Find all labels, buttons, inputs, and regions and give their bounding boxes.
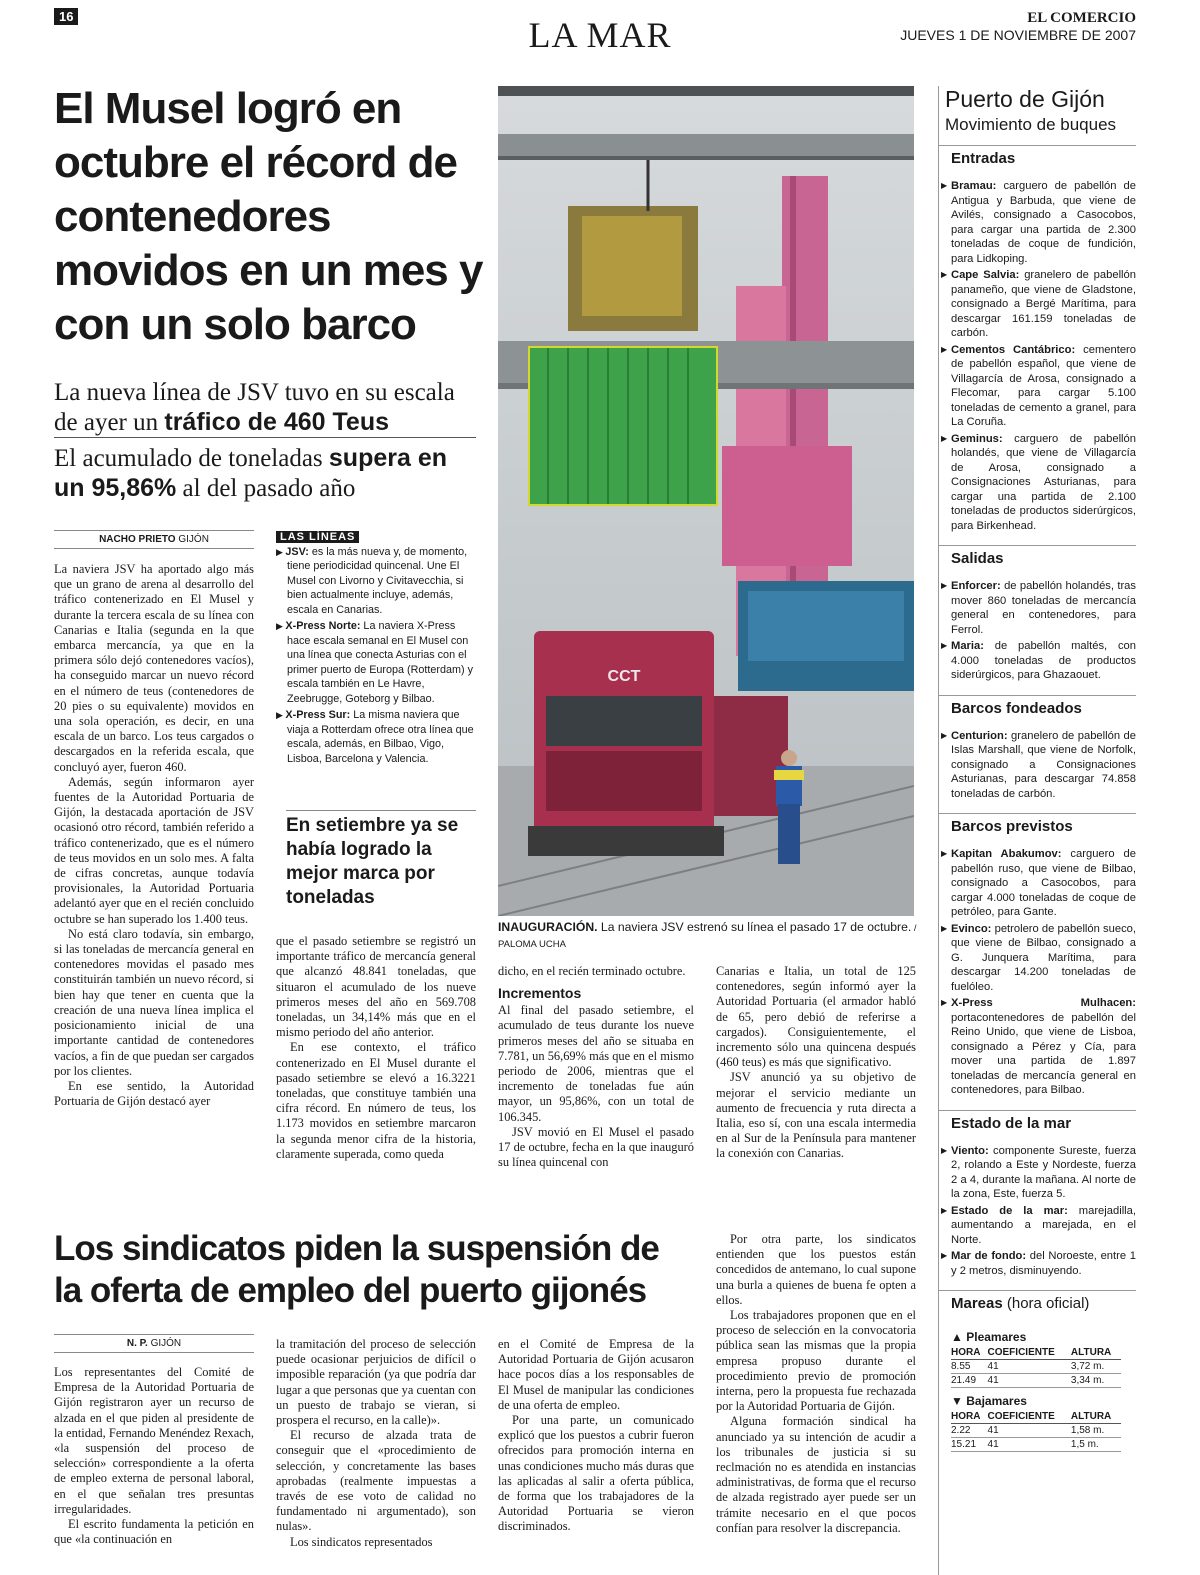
- table-row: [951, 1374, 1121, 1388]
- truck-logo: CCT: [607, 668, 641, 685]
- mareas-heading: [939, 1290, 1136, 1316]
- pleamares-table: [951, 1346, 1121, 1388]
- ship-text: petrolero de pabellón sueco, que viene de Bilbao, consignado a G. Junquera Marítima, para descargar 14.200 toneladas de fuelóleo.: [951, 922, 1136, 993]
- bajamares-heading: [939, 1388, 1136, 1410]
- sea-label: Estado de la mar:: [951, 1204, 1068, 1217]
- sea-state-item: [939, 1204, 1136, 1250]
- salidas-heading: Salidas: [939, 545, 1136, 571]
- cell: 21.49: [951, 1374, 988, 1388]
- mareas-note: (hora oficial): [1006, 1295, 1090, 1312]
- paragraph: en el Comité de Empresa de la Autoridad Portuaria de Gijón acusaron hace pocos días a los responsables de El Musel de manipular las condiciones de una oferta de empleo.: [498, 1337, 694, 1412]
- line-text: La naviera X-Press hace escala semanal en El Musel con una línea que conecta Asturias con el primer puerto de Europa (Rotterdam) y escala también en Le Havre, Zeebrugge, Goteborg y Bilbao.: [287, 620, 474, 705]
- paragraph: La naviera JSV ha aportado algo más que un grano de arena al desarrollo del tráfico contenerizado en El Musel y durante la tercera escala de su línea con Canarias e Italia (segunda en la que embarca mercancía, ya que en la primera sólo dejó contenedores vacíos), ha conseguido marcar un nuevo récord en el número de teus (contenedores de 20 pies o su equivalente) movidos en una sola operación, es decir, en una escala de un barco. Los teus cargados o descargados en la referida escala, que concluyó ayer, fueron 460.: [54, 562, 254, 774]
- ship-text: granelero de pabellón de Islas Marshall, que viene de Norfolk, consignado a Consignaciones Asturianas, para descargar 74.858 toneladas de carbón.: [951, 729, 1136, 800]
- ship-name: Centurion:: [951, 729, 1008, 742]
- col-header: HORA: [951, 1346, 988, 1360]
- divider: [54, 437, 476, 438]
- table-row: [951, 1360, 1121, 1374]
- pull-quote: En setiembre ya se había logrado la mejor marca por toneladas: [286, 810, 476, 911]
- bajamares-title: Bajamares: [966, 1394, 1027, 1408]
- ship-name: Enforcer:: [951, 580, 1001, 592]
- cell: 3,72 m.: [1071, 1360, 1121, 1374]
- page-number: 16: [54, 8, 78, 25]
- article2-column-3: [498, 1337, 694, 1535]
- ship-name: Maria:: [951, 640, 984, 652]
- sea-text: marejadilla, aumentando a marejada, en el Norte.: [951, 1204, 1136, 1246]
- subheadline-1: [54, 378, 476, 437]
- subheadline-2-bold: supera en un 95,86%: [54, 444, 448, 502]
- cell: 1,5 m.: [1071, 1438, 1121, 1452]
- col-header: COEFICIENTE: [988, 1410, 1071, 1424]
- lines-box: [276, 530, 476, 768]
- ship-exit: [939, 639, 1136, 685]
- paragraph: En ese contexto, el tráfico contenerizado en El Musel durante el pasado setiembre se elevó a 16.3221 toneladas, que constituye también una cifra récord. En número de teus, los 1.173 movidos en setiembre marcaron la segunda menor cifra de la historia, claramente superada, como queda: [276, 1040, 476, 1161]
- subheading-incrementos: Incrementos: [498, 985, 582, 1002]
- port-illustration: [498, 86, 914, 916]
- sea-label: Mar de fondo:: [951, 1250, 1027, 1262]
- sidebar-subtitle: Movimiento de buques: [945, 115, 1117, 134]
- cell: 41: [988, 1374, 1071, 1388]
- cell: 2.22: [951, 1424, 988, 1438]
- line-text: es la más nueva y, de momento, tiene periodicidad quincenal. Une El Musel con Livorno y Civitavecchia, si bien actualmente incluye, además, escala en Canarias.: [287, 545, 468, 616]
- table-row: [951, 1424, 1121, 1438]
- paragraph: Al final del pasado setiembre, el acumulado de teus durante los nueve primeros meses del año se situaba en 7.781, un 56,69% más que en el mismo periodo de 2006, mientras que el incremento de toneladas fue aún mayor, un 95,86%, con un total de 106.345.: [498, 1003, 694, 1124]
- col-header: HORA: [951, 1410, 988, 1424]
- caption-credit: / PALOMA UCHA: [498, 923, 917, 950]
- ship-text: carguero de pabellón de Antigua y Barbuda, que viene de Avilés, consignado a Casocobos, para cargar una partida de 2.300 toneladas de coque de fundición, para Lidkoping.: [951, 180, 1136, 265]
- entradas-heading: Entradas: [939, 145, 1136, 171]
- cell: 41: [988, 1424, 1071, 1438]
- pleamares-title: Pleamares: [966, 1330, 1027, 1344]
- cell: 8.55: [951, 1360, 988, 1374]
- triangle-down-icon: ▼: [951, 1394, 963, 1408]
- ship-text: cementero de pabellón español, que viene de Villagarcía de Arosa, consignado a Flecomar, para cargar 5.100 toneladas de cemento a granel, para La Coruña.: [951, 343, 1137, 428]
- cell: 41: [988, 1438, 1071, 1452]
- paragraph: Por otra parte, los sindicatos entienden que los puestos están concedidos de antemano, lo cual supone una burla a quienes de buena fe opten a ellos.: [716, 1232, 916, 1307]
- pleamares-heading: [939, 1324, 1136, 1346]
- byline-2: [54, 1334, 254, 1353]
- caption-text: La naviera JSV estrenó su línea el pasado 17 de octubre.: [597, 920, 912, 934]
- col-header: COEFICIENTE: [988, 1346, 1071, 1360]
- ship-text: granelero de pabellón panameño, que viene de Gladstone, consignado a Bergé Marítima, para descargar 161.159 toneladas de carbón.: [951, 269, 1136, 339]
- paragraph: El escrito fundamenta la petición en que «la continuación en: [54, 1517, 254, 1547]
- paragraph: Los sindicatos representados: [290, 1534, 433, 1549]
- ship-anchored: [939, 729, 1136, 804]
- col-header: ALTURA: [1071, 1410, 1121, 1424]
- col-header: ALTURA: [1071, 1346, 1121, 1360]
- ship-name: Evinco:: [951, 922, 992, 935]
- ship-name: Bramau:: [951, 180, 997, 192]
- article2-column-2: [276, 1337, 476, 1550]
- article2-column-4: [716, 1232, 916, 1536]
- bajamares-table: [951, 1410, 1121, 1452]
- subheadline-1-bold: tráfico de 460 Teus: [164, 407, 389, 436]
- paragraph: JSV anunció ya su objetivo de mejorar el servicio mediante un aumento de frecuencia y ruta directa a Italia, eso sí, con una escala intermedia en al Sur de la Península para mantener la conexión con Canarias.: [716, 1070, 916, 1161]
- ship-exit: [939, 579, 1136, 639]
- ship-name: Kapitan Abakumov:: [951, 848, 1062, 860]
- cell: 1,58 m.: [1071, 1424, 1121, 1438]
- ship-text: de pabellón holandés, tras mover 860 toneladas de mercancía general en contenedores, para Ferrol.: [951, 580, 1136, 636]
- newspaper-name: EL COMERCIO: [1027, 10, 1136, 26]
- previstos-heading: Barcos previstos: [939, 813, 1136, 839]
- cell: 41: [988, 1360, 1071, 1374]
- main-headline: El Musel logró en octubre el récord de contenedores movidos en un mes y con un solo barco: [54, 84, 483, 350]
- mar-heading: Estado de la mar: [939, 1110, 1136, 1136]
- ship-entry: [939, 179, 1136, 268]
- line-item: ▶ X-Press Norte: La naviera X-Press hace escala semanal en El Musel con una línea que conecta Asturias con el primer puerto de Europa (Rotterdam) y escala también en Le Havre, Zeebrugge, Goteborg y Bilbao.: [276, 620, 474, 705]
- caption-lead: INAUGURACIÓN.: [498, 920, 598, 934]
- paragraph: Canarias e Italia, un total de 125 contenedores, según informó ayer la Autoridad Portuaria (el armador habló de 65, pero debió de referirse a cargados). Consiguientemente, el incremento sólo una quincena después (460 teus) es más que significativo.: [716, 964, 916, 1070]
- subheadline-2-text-b: al del pasado año: [176, 474, 356, 502]
- subheadline-1-text: La nueva línea de JSV tuvo en su escala de ayer un: [54, 379, 455, 436]
- ship-name: Cementos Cantábrico:: [951, 343, 1076, 356]
- table-row: [951, 1438, 1121, 1452]
- ship-name: Cape Salvia:: [951, 269, 1020, 281]
- ship-text: portacontenedores de pabellón del Reino Unido, que viene de Lisboa, consignado a Pérez y Cía, para mover una partida de 1.897 toneladas de mercancía general en contenedores, para Bilbao.: [951, 1011, 1136, 1096]
- subheadline-2: [54, 444, 476, 503]
- lines-tag: LAS LÍNEAS: [276, 531, 359, 543]
- article2-column-1: [54, 1365, 254, 1547]
- ship-name: Geminus:: [951, 432, 1003, 445]
- ship-text: de pabellón maltés, con 4.000 toneladas de productos siderúrgicos, para Ghazaouet.: [951, 640, 1136, 681]
- paragraph: Alguna formación sindical ha anunciado ya su intención de acudir a los tribunales de justicia si su reclmación no es atendida en instancias administrativas, de forma que el recurso de alzada registrado ayer puede ser un trámite necesario en el que pocos confían para resolver la discrepancia.: [716, 1414, 916, 1535]
- sidebar-title: Puerto de Gijón: [945, 86, 1105, 112]
- article-column-4: [716, 964, 916, 1162]
- ship-expected: [939, 996, 1136, 1100]
- port-sidebar: [938, 86, 1136, 1575]
- byline-author: N. P.: [126, 1338, 148, 1349]
- line-name: X-Press Sur:: [285, 709, 351, 721]
- byline: [54, 530, 254, 549]
- ship-entry: [939, 268, 1136, 343]
- paragraph: Además, según informaron ayer fuentes de la Autoridad Portuaria de Gijón, la destacada aportación de JSV ocasionó otro récord, también referido a tráfico contenerizado, que es el número de teus movidos en un solo mes. A falta de cifras concretas, aunque todavía provisionales, la Autoridad Portuaria adelantó ayer que en el recién concluido octubre se han superado los 1.400 teus.: [54, 774, 254, 926]
- article-column-1: [54, 562, 254, 1109]
- paragraph: dicho, en el recién terminado octubre.: [498, 964, 686, 978]
- paragraph: JSV movió en El Musel el pasado 17 de octubre, fecha en la que inauguró su línea quincenal con: [498, 1124, 694, 1170]
- paragraph: No está claro todavía, sin embargo, si las toneladas de mercancía general en contenedores movidas el pasado mes constituirán también un nuevo récord, si bien hay que tener en cuenta que la creación de una nueva línea implica el posicionamiento inicial de una importante cantidad de contenedores vacíos, a fin de que puedan ser cargados por los clientes.: [54, 926, 254, 1078]
- byline-place: GIJÓN: [178, 534, 209, 545]
- line-name: X-Press Norte:: [285, 620, 361, 632]
- paragraph: Los trabajadores proponen que en el proceso de selección en la convocatoria pública sean las mismas que la propia empresa propuso durante el procedimiento previo de promoción interna, pero la propuesta fue rechazada por la Autoridad Portuaria de Gijón.: [716, 1308, 916, 1414]
- ship-entry: [939, 343, 1136, 432]
- mareas-title: Mareas: [951, 1295, 1003, 1312]
- line-name: JSV:: [285, 545, 309, 558]
- line-item: ▶ X-Press Sur: La misma naviera que viaja a Rotterdam ofrece otra línea que escala, además, en Bilbao, Vigo, Lisboa, Barcelona y Valencia.: [276, 709, 474, 765]
- paragraph: que el pasado setiembre se registró un importante tráfico de mercancía general que alcanzó 48.841 toneladas, que situaron el acumulado de los nueve primeros meses del año en 569.708 toneladas, un 34,14% más que en el mismo periodo del año anterior.: [276, 934, 476, 1040]
- cell: 3,34 m.: [1071, 1374, 1121, 1388]
- ship-text: carguero de pabellón ruso, que viene de Bilbao, consignado a Casocobos, para cargar 4.000 toneladas de coque de petróleo, para Gante.: [951, 848, 1136, 918]
- line-item: ▶ JSV: es la más nueva y, de momento, tiene periodicidad quincenal. Une El Musel con Livorno y Civitavecchia, si bien actualmente incluye, además, escala en Canarias.: [276, 545, 468, 616]
- ship-entry: [939, 432, 1136, 536]
- sea-text: del Noroeste, entre 1 y 2 metros, disminuyendo.: [951, 1250, 1136, 1277]
- sea-label: Viento:: [951, 1144, 989, 1157]
- article-column-3: [498, 964, 694, 1170]
- paragraph: la tramitación del proceso de selección puede ocasionar perjuicios de difícil o imposible reparación (ya que podría dar lugar a que personas que ya cuentan con un puesto de trabajo se vieran, si prospera el recurso, en la calle)».: [276, 1337, 476, 1428]
- line-text: La misma naviera que viaja a Rotterdam ofrece otra línea que escala, además, en Bilbao, Vigo, Lisboa, Barcelona y Valencia.: [287, 709, 474, 765]
- ship-expected: [939, 847, 1136, 922]
- byline-author: NACHO PRIETO: [99, 534, 176, 545]
- ship-name: X-Press Mulhacen:: [951, 997, 1136, 1009]
- paragraph: Por una parte, un comunicado explicó que los puestos a cubrir fueron ofrecidos para promoción interna en unas condiciones mucho más duras que las aplicadas al salir a oferta pública, de forma que los trabajadores de la Autoridad Portuaria se vieron discriminados.: [498, 1413, 694, 1534]
- byline-place: GIJÓN: [150, 1338, 182, 1349]
- article-column-2: [276, 934, 476, 1162]
- paragraph: En ese sentido, la Autoridad Portuaria de Gijón destacó ayer: [54, 1078, 254, 1109]
- second-headline: Los sindicatos piden la suspensión de la oferta de empleo del puerto gijonés: [54, 1229, 659, 1310]
- sea-text: componente Sureste, fuerza 2, rolando a Este y Nordeste, fuerza 2 a 4, durante la mañana. Al norte de la zona, Este, fuerza 5.: [951, 1144, 1136, 1200]
- sea-state-item: [939, 1144, 1136, 1204]
- fondeados-heading: Barcos fondeados: [939, 695, 1136, 721]
- subheadline-2-text-a: El acumulado de toneladas: [54, 445, 329, 472]
- cell: 15.21: [951, 1438, 988, 1452]
- photo-caption: [498, 920, 918, 952]
- issue-date: JUEVES 1 DE NOVIEMBRE DE 2007: [900, 27, 1136, 43]
- port-photo: [498, 86, 914, 916]
- ship-expected: [939, 922, 1136, 997]
- sea-state-item: [939, 1249, 1136, 1280]
- ship-text: carguero de pabellón holandés, que viene de Villagarcía de Arosa, consignado a Consignaciones Asturianas, para cargar una partida de 2.100 toneladas de productos siderúrgicos, para Birkenhead.: [951, 432, 1136, 532]
- section-title: LA MAR: [528, 15, 672, 55]
- paragraph: Los representantes del Comité de Empresa de la Autoridad Portuaria de Gijón registraron ayer un recurso de alzada en el que piden al presidente de la entidad, Fernando Menéndez Rexach, «la suspensión del proceso de selección» correspondiente a la oferta de empleo externa de personal laboral, en el que señalan tres presuntas irregularidades.: [54, 1365, 254, 1516]
- triangle-up-icon: ▲: [951, 1330, 963, 1344]
- paragraph: El recurso de alzada trata de conseguir que el «procedimiento de selección, y concretamente las bases aprobadas (realmente impuestas a través de ese voto de calidad no fundamentado ni argumentado), son nulas».: [276, 1428, 476, 1534]
